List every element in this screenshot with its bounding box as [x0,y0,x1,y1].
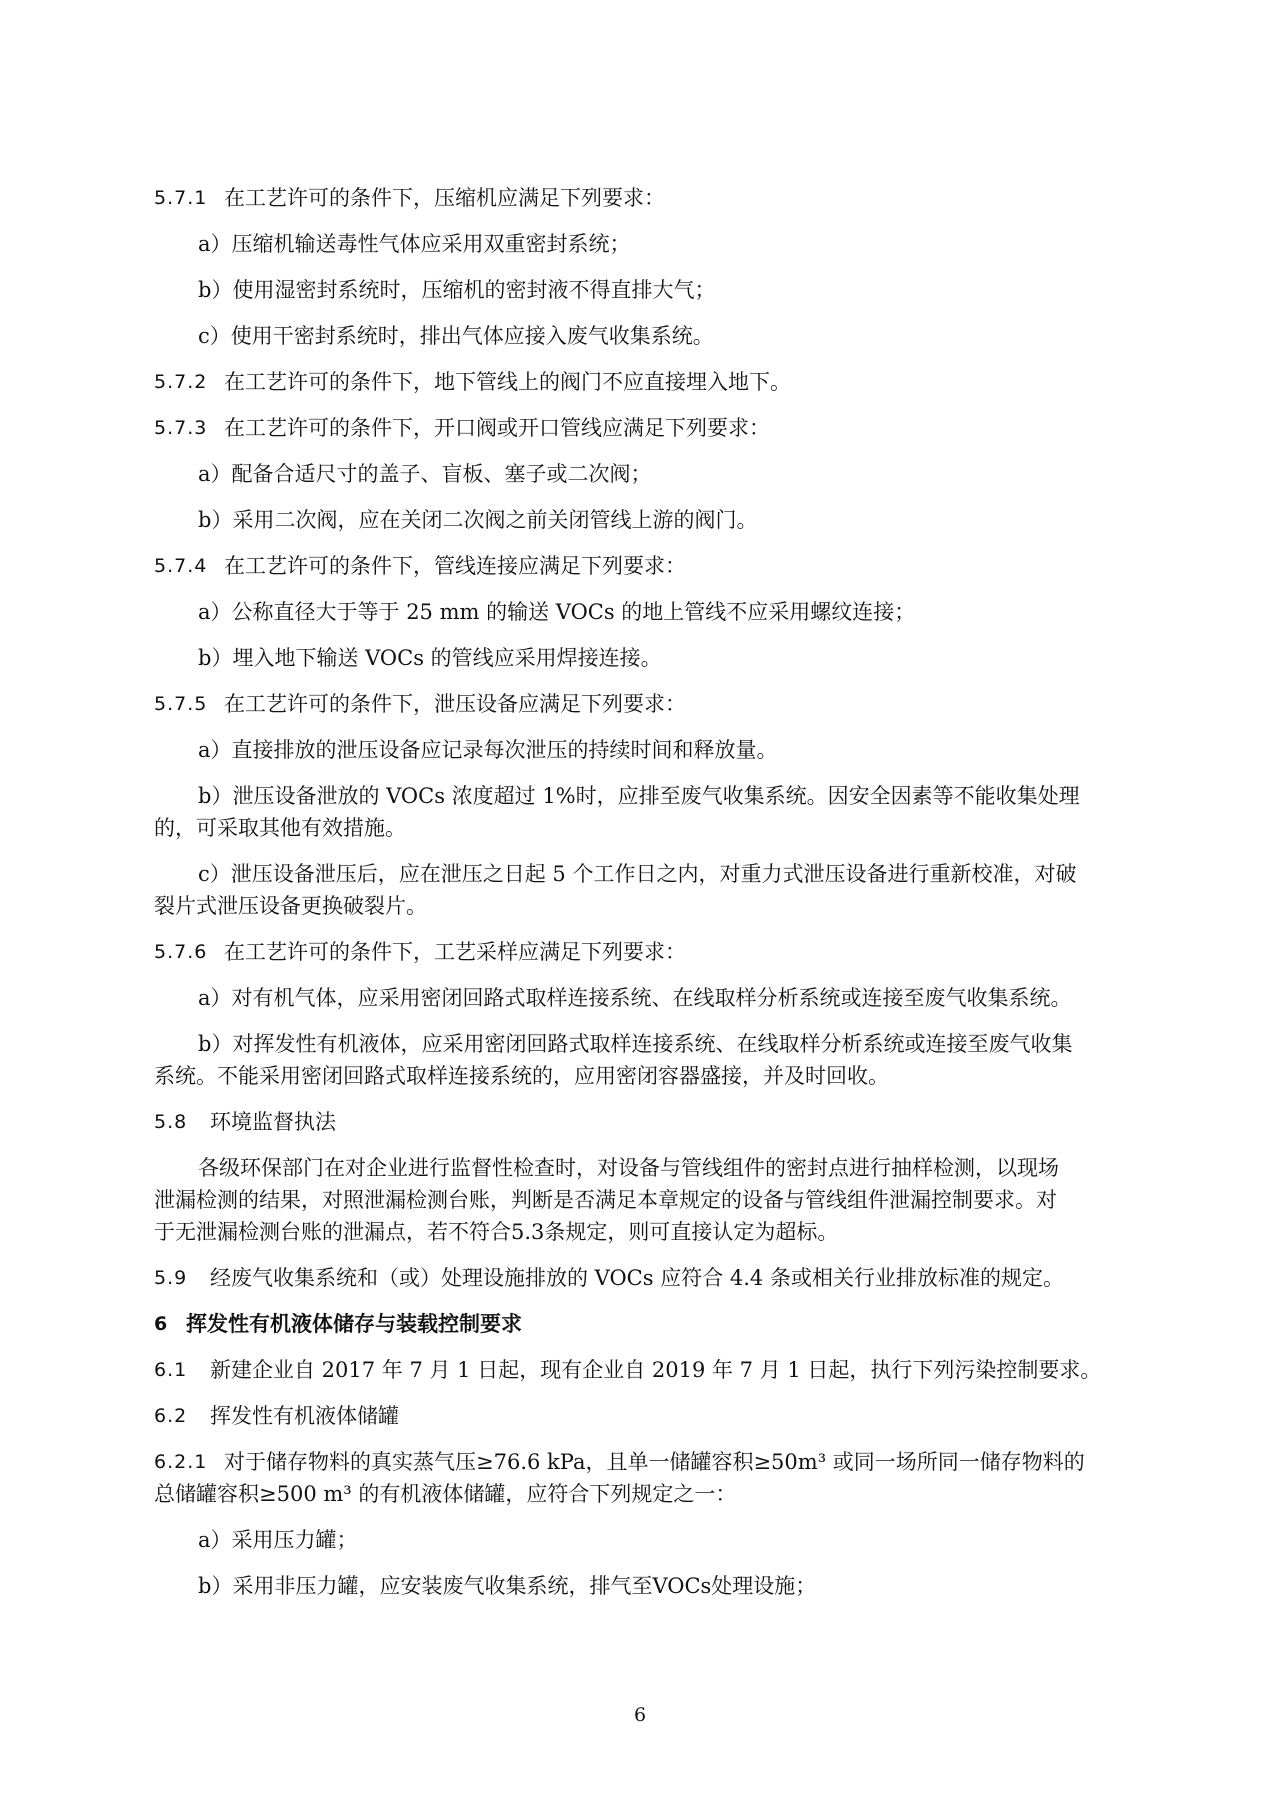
clause-text: 新建企业自 2017 年 7 月 1 日起，现有企业自 2019 年 7 月 1 日起，执行下列污染控制要求。 [210,1358,1102,1382]
clause-text: 挥发性有机液体储罐 [210,1404,399,1428]
continuation-text: 裂片式泄压设备更换破裂片。 [154,894,427,918]
clause-number: 5.9 [154,1267,188,1289]
clause-text: 经废气收集系统和（或）处理设施排放的 VOCs 应符合 4.4 条或相关行业排放标准的规定。 [210,1266,1064,1290]
continuation-text: 泄漏检测的结果，对照泄漏检测台账，判断是否满足本章规定的设备与管线组件泄漏控制要求。对 [154,1188,1057,1212]
list-item-text: b）采用二次阀，应在关闭二次阀之前关闭管线上游的阀门。 [198,508,758,532]
continuation-text: 的，可采取其他有效措施。 [154,816,406,840]
list-item-text: b）对挥发性有机液体，应采用密闭回路式取样连接系统、在线取样分析系统或连接至废气收集 [198,1032,1073,1056]
clause-text: 在工艺许可的条件下，泄压设备应满足下列要求： [224,692,686,716]
clause-number: 5.8 [154,1111,188,1133]
continuation-text: 总储罐容积≥500 m³ 的有机液体储罐，应符合下列规定之一： [154,1482,737,1506]
clause-number: 5.7.1 [154,187,208,209]
clause-text: 在工艺许可的条件下，压缩机应满足下列要求： [224,186,665,210]
list-item-text: b）采用非压力罐，应安装废气收集系统，排气至VOCs处理设施； [198,1574,817,1598]
clause-text: 在工艺许可的条件下，地下管线上的阀门不应直接埋入地下。 [224,370,791,394]
clause-text: 对于储存物料的真实蒸气压≥76.6 kPa，且单一储罐容积≥50m³ 或同一场所同一储存物料的 [224,1450,1085,1474]
clause-text: 在工艺许可的条件下，管线连接应满足下列要求： [224,554,686,578]
clause-text: 在工艺许可的条件下，开口阀或开口管线应满足下列要求： [224,416,770,440]
clause-number: 6.2.1 [154,1451,208,1473]
clause-number: 6.2 [154,1405,188,1427]
continuation-text: 于无泄漏检测台账的泄漏点，若不符合5.3条规定，则可直接认定为超标。 [154,1220,839,1244]
list-item-text: a）公称直径大于等于 25 mm 的输送 VOCs 的地上管线不应采用螺纹连接； [198,600,916,624]
clause-text: 在工艺许可的条件下，工艺采样应满足下列要求： [224,940,686,964]
clause-number: 5.7.4 [154,555,208,577]
clause-text: 挥发性有机液体储存与装载控制要求 [186,1312,522,1336]
list-item-text: a）对有机气体，应采用密闭回路式取样连接系统、在线取样分析系统或连接至废气收集系统。 [198,986,1072,1010]
list-item-text: a）采用压力罐； [198,1528,358,1552]
continuation-text: 系统。不能采用密闭回路式取样连接系统的，应用密闭容器盛接，并及时回收。 [154,1064,889,1088]
page-number: 6 [633,1704,647,1726]
clause-number: 6 [154,1313,169,1335]
clause-number: 5.7.6 [154,941,208,963]
list-item-text: c）泄压设备泄压后，应在泄压之日起 5 个工作日之内，对重力式泄压设备进行重新校准，对破 [198,862,1077,886]
clause-number: 5.7.3 [154,417,208,439]
list-item-text: c）使用干密封系统时，排出气体应接入废气收集系统。 [198,324,714,348]
list-item-text: b）埋入地下输送 VOCs 的管线应采用焊接连接。 [198,646,662,670]
clause-number: 5.7.5 [154,693,208,715]
clause-number: 5.7.2 [154,371,208,393]
list-item-text: a）直接排放的泄压设备应记录每次泄压的持续时间和释放量。 [198,738,778,762]
list-item-text: 各级环保部门在对企业进行监督性检查时，对设备与管线组件的密封点进行抽样检测，以现场 [198,1156,1059,1180]
clause-number: 6.1 [154,1359,188,1381]
list-item-text: a）压缩机输送毒性气体应采用双重密封系统； [198,232,631,256]
list-item-text: b）使用湿密封系统时，压缩机的密封液不得直排大气； [198,278,716,302]
list-item-text: a）配备合适尺寸的盖子、盲板、塞子或二次阀； [198,462,652,486]
list-item-text: b）泄压设备泄放的 VOCs 浓度超过 1%时，应排至废气收集系统。因安全因素等不能收集处理 [198,784,1080,808]
clause-text: 环境监督执法 [210,1110,336,1134]
